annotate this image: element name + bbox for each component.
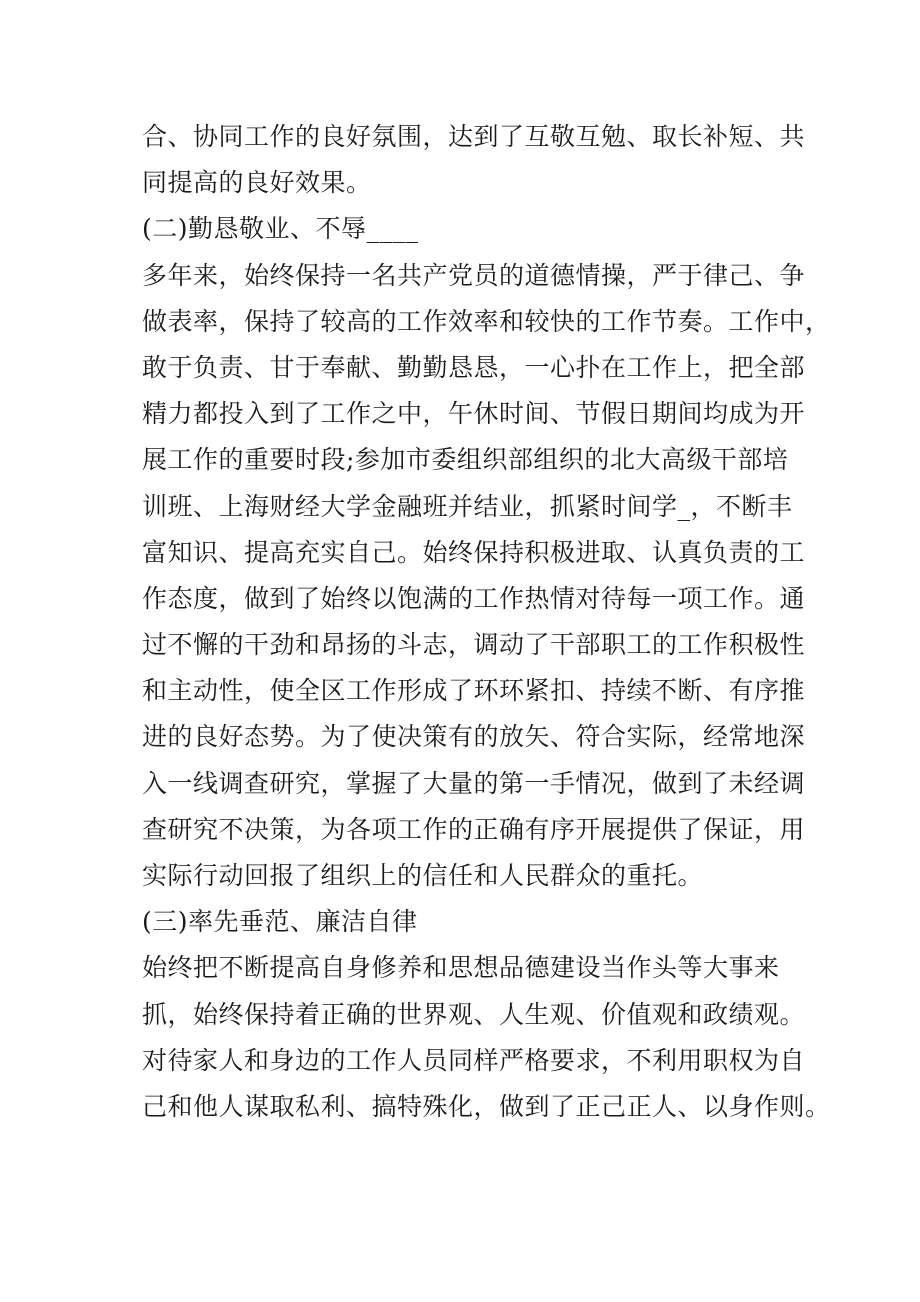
text-line: 敢于负责、甘于奉献、勤勤恳恳，一心扑在工作上，把全部 (142, 352, 806, 382)
text-line: 同提高的良好效果。 (142, 168, 372, 198)
text-line: 富知识、提高充实自己。始终保持积极进取、认真负责的工 (142, 537, 806, 567)
text-line: 进的良好态势。为了使决策有的放矢、符合实际，经常地深 (142, 722, 806, 752)
text-line: 合、协同工作的良好氛围，达到了互敬互勉、取长补短、共 (142, 122, 806, 151)
text-line: 作态度，做到了始终以饱满的工作热情对待每一项工作。通 (142, 583, 806, 613)
text-line: 过不懈的干劲和昂扬的斗志，调动了干部职工的工作积极性 (142, 630, 806, 660)
text-line: 训班、上海财经大学金融班并结业，抓紧时间学_，不断丰 (142, 491, 793, 521)
text-line: 查研究不决策，为各项工作的正确有序开展提供了保证，用 (142, 814, 806, 844)
text-line: 和主动性，使全区工作形成了环环紧扣、持续不断、有序推 (142, 676, 806, 706)
text-line: 己和他人谋取私利、搞特殊化，做到了正己正人、以身作则。 (142, 1091, 831, 1121)
text-line: 抓，始终保持着正确的世界观、人生观、价值观和政绩观。 (142, 999, 806, 1029)
document-body (142, 114, 831, 1130)
text-line: 对待家人和身边的工作人员同样严格要求，不利用职权为自 (142, 1045, 806, 1075)
text-line: 精力都投入到了工作之中，午休时间、节假日期间均成为开 (142, 399, 806, 429)
text-line: 做表率，保持了较高的工作效率和较快的工作节奏。工作中， (142, 306, 831, 336)
text-line: 实际行动回报了组织上的信任和人民群众的重托。 (142, 861, 704, 890)
section-heading: (三)率先垂范、廉洁自律 (142, 907, 418, 937)
text-line: 展工作的重要时段;参加市委组织部组织的北大高级干部培 (142, 445, 789, 475)
section-heading: (二)勤恳敬业、不辱____ (142, 214, 419, 244)
text-line: 始终把不断提高自身修养和思想品德建设当作头等大事来 (142, 953, 780, 983)
text-line: 入一线调查研究，掌握了大量的第一手情况，做到了未经调 (142, 768, 806, 798)
text-line: 多年来，始终保持一名共产党员的道德情操，严于律己、争 (142, 260, 806, 290)
